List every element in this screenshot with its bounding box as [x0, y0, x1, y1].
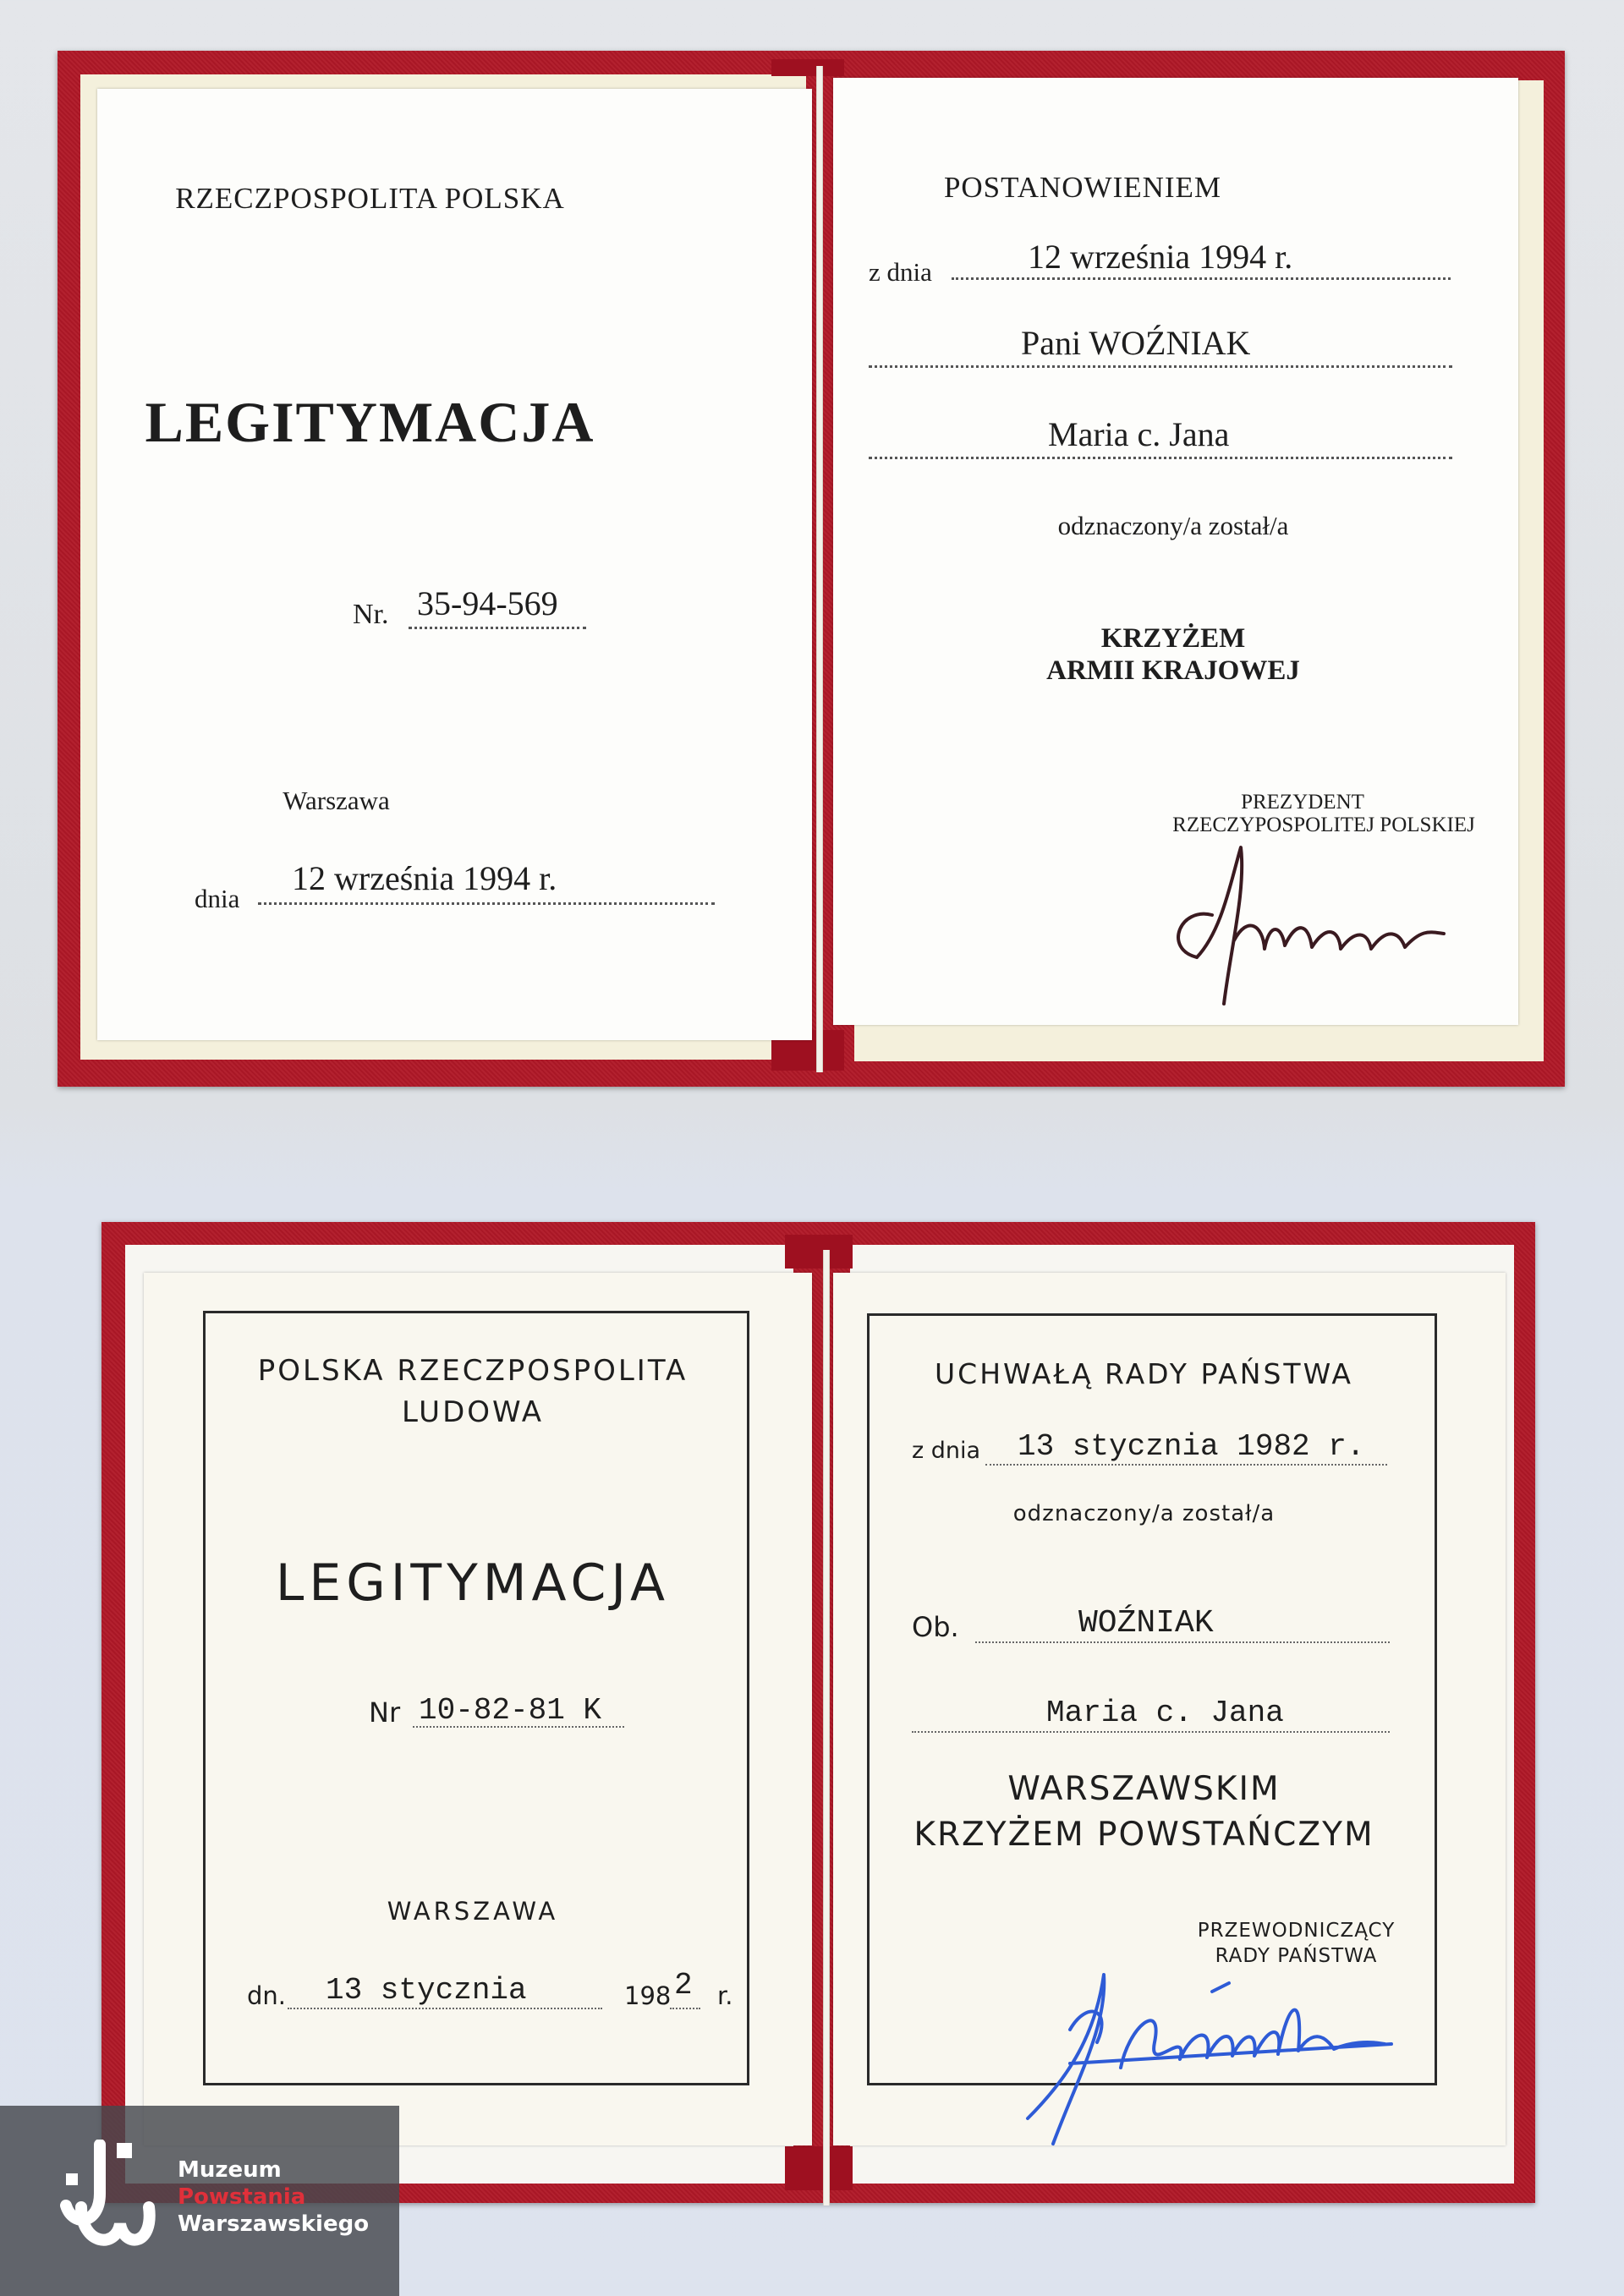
- card1-name-dotted-line-1: [869, 365, 1452, 368]
- card2-surname-dotted-line: [975, 1641, 1390, 1643]
- card1-signer-title-line2: RZECZYPOSPOLITEJ POLSKIEJ: [1172, 814, 1475, 836]
- card1-awarded-text: odznaczony/a został/a: [1057, 511, 1289, 540]
- card2-country-heading-line2: LUDOWA: [401, 1395, 545, 1429]
- card1-award-name-line2: ARMII KRAJOWEJ: [1046, 655, 1300, 686]
- card2-spine-tab-top: [785, 1235, 853, 1269]
- card1-country-heading: RZECZPOSPOLITA POLSKA: [175, 182, 565, 215]
- card2-year-prefix: 198: [624, 1981, 672, 2010]
- card2-country-heading-line1: POLSKA RZECZPOSPOLITA: [257, 1354, 689, 1388]
- card2-year-dotted-line: [670, 2008, 700, 2009]
- card1-date-label: dnia: [195, 884, 240, 913]
- card1-title: LEGITYMACJA: [145, 390, 595, 454]
- museum-logo-panel: [0, 2106, 399, 2296]
- card1-decision-date-label: z dnia: [869, 257, 932, 287]
- card2-signer-title-line1: PRZEWODNICZĄCY: [1197, 1920, 1396, 1942]
- card2-given-name-dotted-line: [912, 1731, 1390, 1733]
- card2-decision-date-value: 13 stycznia 1982 r.: [1018, 1429, 1365, 1464]
- card2-award-name-line2: KRZYŻEM POWSTAŃCZYM: [914, 1816, 1374, 1854]
- card1-decision-date-value: 12 września 1994 r.: [1028, 238, 1293, 276]
- card2-left-page: [144, 1273, 812, 2145]
- card1-name-dotted-line-2: [869, 457, 1452, 459]
- card2-date-label: dn.: [247, 1981, 287, 2010]
- museum-logo-icon: [47, 2140, 157, 2258]
- card2-binding-cord: [823, 1250, 830, 2206]
- card2-year-digit: 2: [674, 1968, 693, 2003]
- card1-right-page: [833, 78, 1518, 1025]
- museum-logo-text-line2: Powstania: [178, 2184, 306, 2210]
- card2-title: LEGITYMACJA: [275, 1553, 671, 1613]
- card1-signer-title-line1: PREZYDENT: [1241, 791, 1364, 814]
- card2-date-dotted-line: [288, 2008, 602, 2009]
- card2-signer-title-line2: RADY PAŃSTWA: [1215, 1945, 1378, 1967]
- card2-nr-label: Nr: [369, 1696, 401, 1729]
- card2-decision-date-label: z dnia: [912, 1438, 981, 1464]
- card1-resolution-heading: POSTANOWIENIEM: [943, 171, 1222, 204]
- card1-decision-date-dotted-line: [952, 277, 1451, 280]
- card1-nr-label: Nr.: [353, 599, 389, 630]
- card2-resolution-heading: UCHWAŁĄ RADY PAŃSTWA: [935, 1357, 1353, 1390]
- card1-left-page: [97, 89, 812, 1040]
- card1-president-signature: [1146, 830, 1484, 1008]
- card1-award-name-line1: KRZYŻEM: [1100, 623, 1246, 654]
- card1-date-dotted-line: [258, 902, 715, 905]
- card1-recipient-given-name: Maria c. Jana: [1048, 415, 1230, 453]
- card2-spine-tab-bottom: [785, 2146, 853, 2190]
- card2-ob-label: Ob.: [912, 1611, 959, 1643]
- card1-city: Warszawa: [283, 786, 390, 815]
- card2-date-value: 13 stycznia: [326, 1973, 527, 2008]
- card2-city: WARSZAWA: [387, 1897, 559, 1926]
- card2-given-name: Maria c. Jana: [1046, 1696, 1284, 1730]
- card1-nr-value: 35-94-569: [417, 584, 558, 622]
- card1-spine-tab-top: [771, 59, 844, 76]
- card2-awarded-text: odznaczony/a został/a: [1012, 1501, 1276, 1526]
- card1-recipient-name: Pani WOŹNIAK: [1021, 324, 1251, 362]
- card2-award-name-line1: WARSZAWSKIM: [1007, 1770, 1281, 1808]
- card2-decision-date-dotted-line: [985, 1464, 1387, 1466]
- card2-right-page: [833, 1273, 1506, 2145]
- card1-nr-dotted-line: [409, 627, 586, 629]
- card1-date-value: 12 września 1994 r.: [292, 859, 557, 897]
- museum-logo-text-line1: Muzeum: [178, 2157, 282, 2183]
- card2-surname: WOŹNIAK: [1078, 1605, 1214, 1641]
- card2-year-suffix: r.: [717, 1981, 733, 2010]
- museum-logo-text-line3: Warszawskiego: [178, 2211, 370, 2237]
- card1-binding-cord: [816, 66, 823, 1072]
- card2-chairman-signature: [1019, 1949, 1425, 2152]
- card2-nr-value: 10-82-81 K: [419, 1693, 602, 1728]
